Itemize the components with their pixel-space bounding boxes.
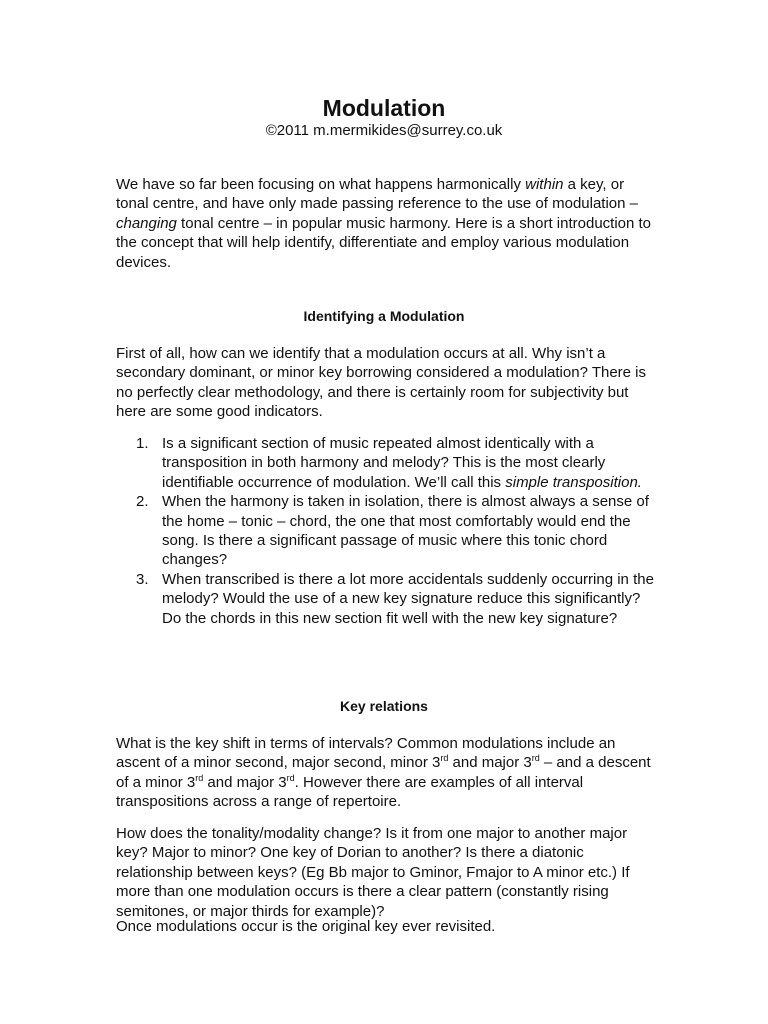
key-relations-paragraph-1 <box>116 734 656 812</box>
intro-emphasis-changing: changing <box>116 214 177 232</box>
section-heading-key-relations: Key relations <box>340 698 428 714</box>
section-heading-identifying: Identifying a Modulation <box>303 308 465 324</box>
intro-emphasis-within: within <box>525 176 564 193</box>
list-item-text: When transcribed is there a lot more accidentals suddenly occurring in the melody? Would the use of a new key signature reduce this significantly? Do the chords in this new section fit well with the new key signature? <box>162 570 654 627</box>
indicator-list <box>116 434 656 628</box>
ordinal-suffix: rd <box>286 772 295 783</box>
identifying-paragraph: First of all, how can we identify that a modulation occurs at all. Why isn’t a secondary dominant, or minor key borrowing considered a modulation? There is no perfectly clear methodology, and there is certainly room for subjectivity but here are some good indicators. <box>116 345 647 421</box>
list-item <box>116 434 656 492</box>
key-relations-text-5: . However there are examples of all interval transpositions across a range of repertoire. <box>116 773 584 811</box>
list-item-text: When the harmony is taken in isolation, there is almost always a sense of the home – tonic – chord, the one that most comfortably would end the song. Is there a significant passage of music where this tonic chord changes? <box>162 493 649 569</box>
document-title: Modulation <box>322 95 446 121</box>
ordinal-suffix: rd <box>531 753 540 764</box>
list-item <box>116 570 656 628</box>
intro-text-2: a key, or tonal centre, and have only made passing reference to the use of modulation – <box>116 176 639 213</box>
intro-text-1: We have so far been focusing on what happens harmonically <box>116 176 526 193</box>
intro-text-3: tonal centre – in popular music harmony. Here is a short introduction to the concept that will help identify, differentiate and employ various modulation devices. <box>116 214 652 271</box>
list-item-suffix: . <box>637 473 642 491</box>
list-item-number: 2. <box>136 493 149 511</box>
ordinal-suffix: rd <box>440 753 449 764</box>
key-relations-paragraph-2: How does the tonality/modality change? Is it from one major to another major key? Major to minor? One key of Dorian to another? Is there a diatonic relationship between keys? (Eg Bb major to Gminor, Fmajor to A minor etc.) If more than one modulation occurs is there a clear pattern (constantly rising semitones, or major thirds for example)? <box>116 825 630 920</box>
key-relations-paragraph-3: Once modulations occur is the original key ever revisited. <box>116 918 496 935</box>
list-item-number: 3. <box>136 570 149 588</box>
intro-paragraph <box>116 175 656 272</box>
key-relations-text-4: and major 3 <box>203 773 287 791</box>
key-relations-text-1: What is the key shift in terms of intervals? Common modulations include an ascent of a minor second, major second, minor 3 <box>116 735 616 772</box>
key-relations-text-2: and major 3 <box>448 754 532 772</box>
key-relations-text-3: – and a descent of a minor 3 <box>116 754 651 791</box>
document-subtitle: ©2011 m.mermikides@surrey.co.uk <box>265 122 503 139</box>
ordinal-suffix: rd <box>195 772 204 783</box>
list-item-emphasis: simple transposition <box>505 473 638 491</box>
list-item-text: Is a significant section of music repeated almost identically with a transposition in both harmony and melody? This is the most clearly identifiable occurrence of modulation. We’ll call this <box>162 435 606 491</box>
list-item <box>116 492 656 570</box>
list-item-number: 1. <box>136 435 149 452</box>
